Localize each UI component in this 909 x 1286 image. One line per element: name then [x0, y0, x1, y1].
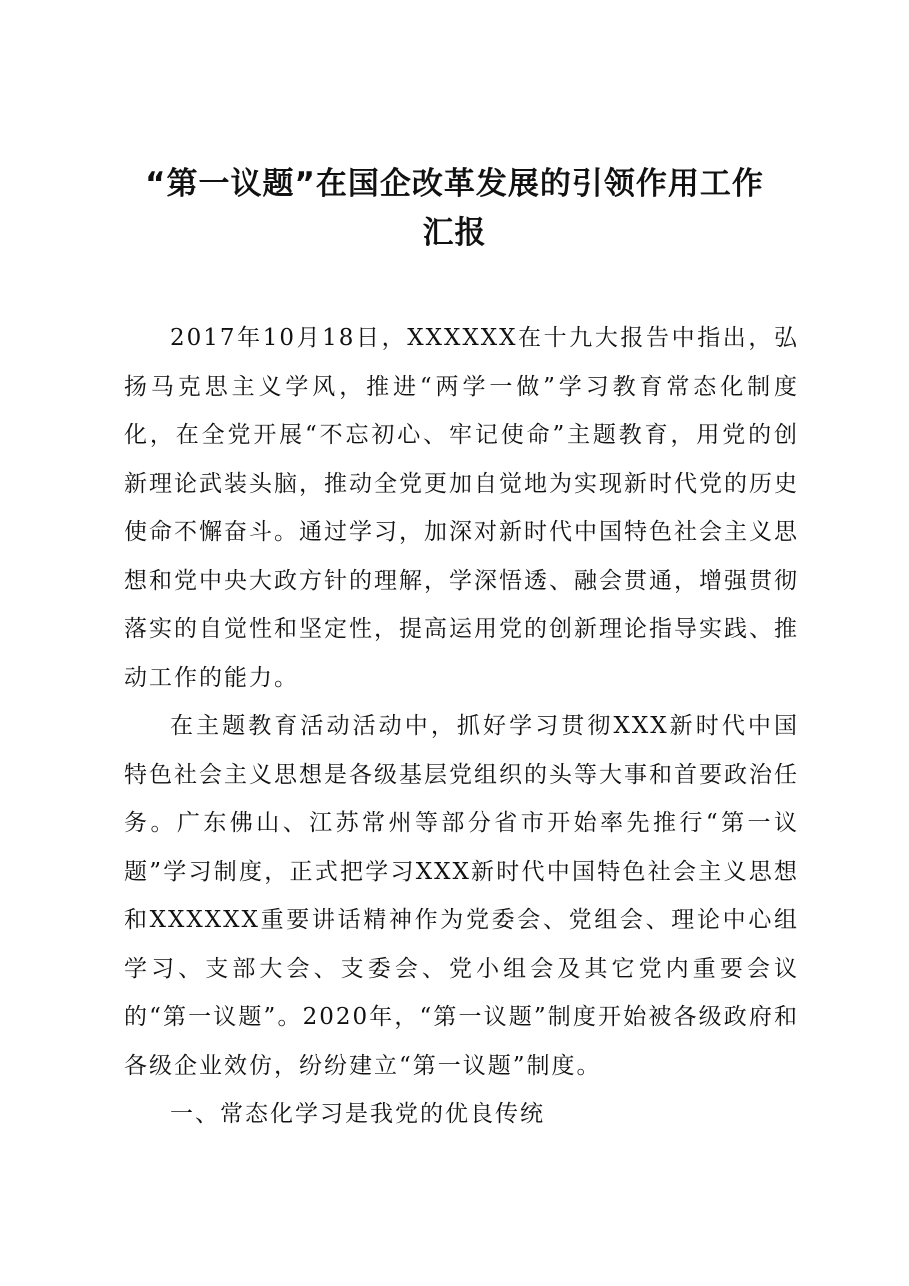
title-line-1: “第一议题”在国企改革发展的引领作用工作: [145, 166, 764, 202]
paragraph-2: 在主题教育活动活动中，抓好学习贯彻XXX新时代中国特色社会主义思想是各级基层党组织的头等大事和首要政治任务。广东佛山、江苏常州等部分省市开始率先推行“第一议题”学习制度，正式把学习XXX新时代中国特色社会主义思想和XXXXXX重要讲话精神作为党委会、党组会、理论中心组学习、支部大会、支委会、党小组会及其它党内重要会议的“第一议题”。2020年，“第一议题”制度开始被各级政府和各级企业效仿，纷纷建立“第一议题”制度。: [124, 713, 799, 1079]
document-body: [124, 314, 799, 1139]
section-heading-1: 一、常态化学习是我党的优良传统: [170, 1101, 545, 1127]
title-line-2: 汇报: [422, 215, 487, 251]
document-title: [100, 160, 809, 258]
paragraph-1: 2017年10月18日，XXXXXX在十九大报告中指出，弘扬马克思主义学风，推进“两学一做”学习教育常态化制度化，在全党开展“不忘初心、牢记使命”主题教育，用党的创新理论武装头脑，推动全党更加自觉地为实现新时代党的历史使命不懈奋斗。通过学习，加深对新时代中国特色社会主义思想和党中央大政方针的理解，学深悟透、融会贯通，增强贯彻落实的自觉性和坚定性，提高运用党的创新理论指导实践、推动工作的能力。: [124, 325, 799, 691]
